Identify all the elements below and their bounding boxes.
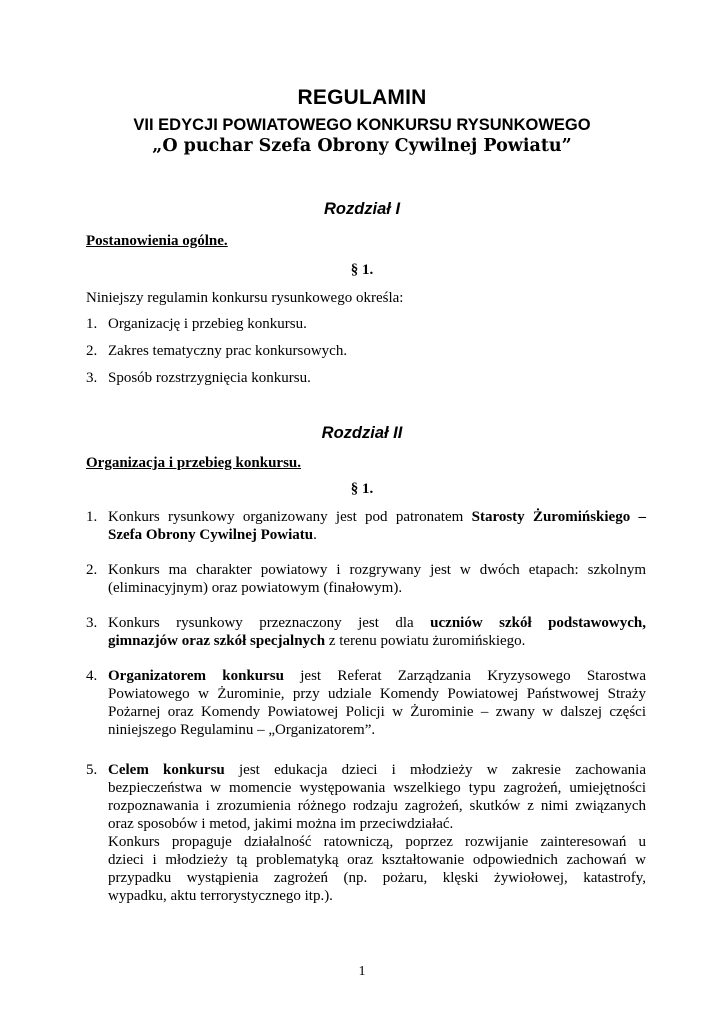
chapter-2-heading: Organizacja i przebieg konkursu. <box>86 455 302 471</box>
list-item-line: wypadku, aktu terrorystycznego itp.). <box>108 888 333 904</box>
chapter-2-paragraph-mark: § 1. <box>350 481 374 497</box>
list-item <box>86 315 646 333</box>
list-item-line: bezpieczeństwa w momencie występowania wszelkiego typu zagrożeń, umiejętności <box>108 780 646 796</box>
list-item <box>86 614 646 650</box>
list-item-line: rozpoznawania i zrozumienia różnego rodzaju zagrożeń, skutków z nimi związanych <box>108 798 646 814</box>
list-item-line: Konkurs rysunkowy przeznaczony jest dla uczniów szkół podstawowych, <box>108 615 647 631</box>
chapter-1-heading: Postanowienia ogólne. <box>86 233 228 249</box>
list-item <box>86 369 646 387</box>
list-item-line: Organizatorem konkursu jest Referat Zarządzania Kryzysowego Starostwa <box>108 668 646 684</box>
list-item-line: Celem konkursu jest edukacja dzieci i młodzieży w zakresie zachowania <box>108 762 646 778</box>
list-item-number: 4. <box>86 668 98 684</box>
list-item-line: Szefa Obrony Cywilnej Powiatu. <box>108 527 317 543</box>
list-item <box>86 342 646 360</box>
list-item-number: 5. <box>86 762 98 778</box>
list-item <box>86 508 646 544</box>
list-item-number: 3. <box>86 370 98 386</box>
list-item-number: 1. <box>86 509 98 525</box>
list-item <box>86 761 646 905</box>
list-item-line: Powiatowego w Żurominie, przy udziale Komendy Powiatowej Państwowej Straży <box>108 686 646 702</box>
chapter-1-paragraph-mark: § 1. <box>350 262 374 278</box>
list-item-line: oraz sposobów i metod, jakimi można im przeciwdziałać. <box>108 816 454 832</box>
chapter-2-title: Rozdział II <box>321 424 403 442</box>
list-item-line: Konkurs rysunkowy organizowany jest pod patronatem Starosty Żuromińskiego – <box>108 509 646 525</box>
list-item-text: Organizację i przebieg konkursu. <box>108 316 307 332</box>
list-item-line: (eliminacyjnym) oraz powiatowym (finałowym). <box>108 580 403 596</box>
list-item-text: Sposób rozstrzygnięcia konkursu. <box>108 370 311 386</box>
page-number: 1 <box>358 964 366 979</box>
list-item-line: niniejszego Regulaminu – „Organizatorem”. <box>108 722 376 738</box>
document-motto: „O puchar Szefa Obrony Cywilnej Powiatu” <box>152 136 572 156</box>
list-item-number: 1. <box>86 316 98 332</box>
list-item <box>86 667 646 739</box>
list-item-line: przypadku wystąpienia zagrożeń (np. pożaru, klęski żywiołowej, katastrofy, <box>108 870 646 886</box>
document-subtitle: VII EDYCJI POWIATOWEGO KONKURSU RYSUNKOWEGO <box>133 116 591 134</box>
list-item-line: gimnazjów oraz szkół specjalnych z terenu powiatu żuromińskiego. <box>108 633 526 649</box>
chapter-1-intro: Niniejszy regulamin konkursu rysunkowego określa: <box>86 290 404 306</box>
list-item-number: 3. <box>86 615 98 631</box>
chapter-1-title: Rozdział I <box>323 200 401 218</box>
list-item-number: 2. <box>86 343 98 359</box>
list-item-line: Pożarnej oraz Komendy Powiatowej Policji w Żurominie – zwany w dalszej części <box>108 704 646 720</box>
list-item-line: dzieci i młodzieży tą problematyką oraz kształtowanie odpowiednich zachowań w <box>108 852 646 868</box>
list-item <box>86 561 646 597</box>
list-item-number: 2. <box>86 562 98 578</box>
list-item-line: Konkurs ma charakter powiatowy i rozgrywany jest w dwóch etapach: szkolnym <box>108 562 646 578</box>
list-item-text: Zakres tematyczny prac konkursowych. <box>108 343 348 359</box>
document-title: REGULAMIN <box>297 86 427 109</box>
list-item-line: Konkurs propaguje działalność ratowniczą, poprzez rozwijanie zainteresowań u <box>108 834 646 850</box>
